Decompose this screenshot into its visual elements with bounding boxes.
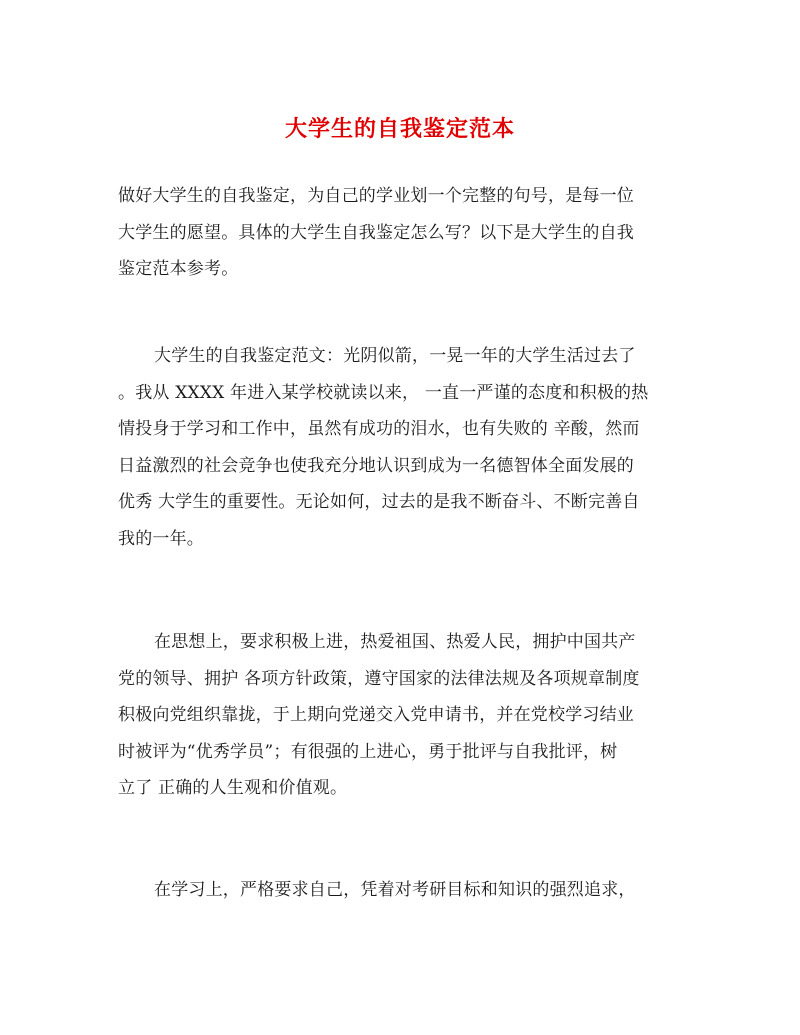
paragraph-line: 党的领导、拥护 各项方针政策，遵守国家的法律法规及各项规章制度 — [118, 668, 640, 689]
paragraph-line: 积极向党组织靠拢，于上期向党递交入党申请书，并在党校学习结业 — [118, 705, 634, 725]
paragraph-line: 做好大学生的自我鉴定，为自己的学业划一个完整的句号，是每一位 — [118, 186, 634, 206]
paragraph-line: 立了 正确的人生观和价值观。 — [118, 778, 348, 798]
paragraph-line: 时被评为“优秀学员”；有很强的上进心，勇于批评与自我批评，树 — [118, 741, 618, 762]
paragraph-intro — [118, 178, 678, 288]
document-title: 大学生的自我鉴定范本 — [284, 116, 515, 142]
paragraph-thought — [118, 624, 678, 807]
paragraph-line: 大学生的自我鉴定范文：光阴似箭，一晃一年的大学生活过去了 — [154, 346, 636, 366]
paragraph-line: 鉴定范本参考。 — [118, 259, 239, 279]
paragraph-line: 大学生的愿望。具体的大学生自我鉴定怎么写？以下是大学生的自我 — [118, 222, 634, 243]
paragraph-line: 我的一年。 — [118, 528, 204, 549]
paragraph-line: 情投身于学习和工作中，虽然有成功的泪水，也有失败的 辛酸，然而 — [118, 419, 640, 439]
paragraph-study — [118, 872, 678, 909]
paragraph-line: 优秀 大学生的重要性。无论如何，过去的是我不断奋斗、不断完善自 — [118, 492, 640, 512]
paragraph-line: 在学习上，严格要求自己，凭着对考研目标和知识的强烈追求， — [154, 880, 636, 900]
paragraph-line: 。我从 XXXX 年进入某学校就读以来， 一直一严谨的态度和积极的热 — [118, 382, 649, 403]
paragraph-sample — [118, 338, 678, 557]
paragraph-line: 在思想上，要求积极上进，热爱祖国、热爱人民，拥护中国共产 — [154, 632, 636, 652]
paragraph-line: 日益激烈的社会竞争也使我充分地认识到成为一名德智体全面发展的 — [118, 455, 634, 476]
